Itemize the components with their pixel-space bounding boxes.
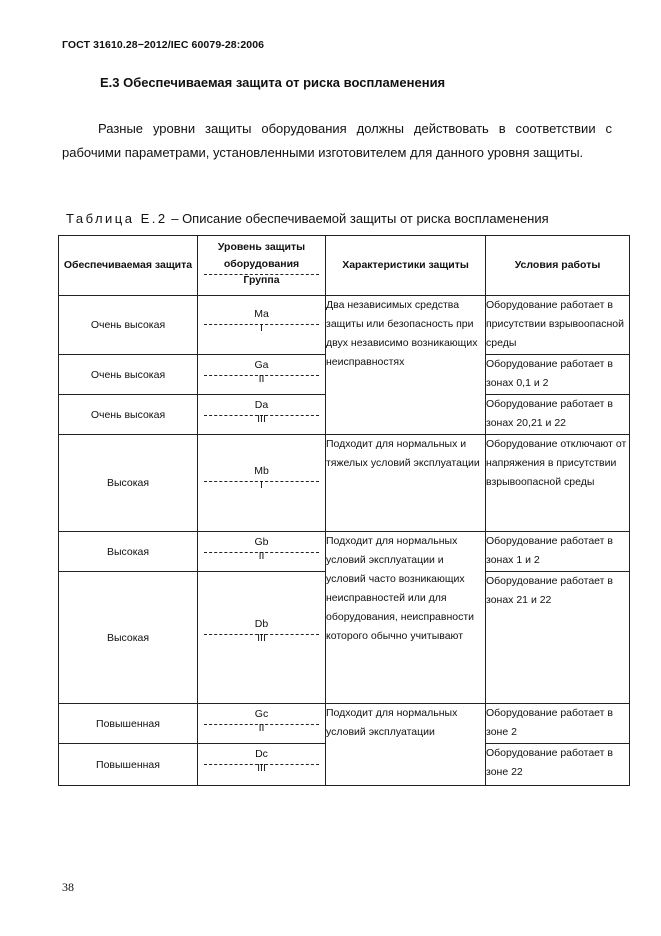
characteristics-cell: Подходит для нормальных условий эксплуатации (326, 704, 486, 786)
level-cell (198, 704, 326, 744)
header-conditions: Условия работы (486, 236, 630, 296)
characteristics-cell: Подходит для нормальных условий эксплуатации и условий часто возникающих неисправностей или для оборудования, неисправности которого обычно учитывают (326, 532, 486, 704)
condition-cell: Оборудование отключают от напряжения в присутствии взрывоопасной среды (486, 435, 630, 532)
group-code: II (258, 722, 265, 734)
protection-cell: Повышенная (59, 744, 198, 786)
table-caption-text: – Описание обеспечиваемой защиты от риска воспламенения (167, 211, 549, 226)
level-code: Gb (254, 536, 269, 548)
header-level-text: Уровень защиты оборудования (217, 240, 306, 270)
protection-cell: Очень высокая (59, 355, 198, 395)
level-cell (198, 395, 326, 435)
protection-cell: Повышенная (59, 704, 198, 744)
group-code: II (258, 550, 265, 562)
group-code: II (258, 373, 265, 385)
header-group: Группа (243, 273, 280, 286)
section-title: Е.3 Обеспечиваемая защита от риска воспламенения (100, 75, 446, 90)
protection-cell: Высокая (59, 532, 198, 572)
table-row (59, 435, 630, 532)
level-code: Db (254, 618, 269, 630)
protection-cell: Высокая (59, 435, 198, 532)
protection-cell: Очень высокая (59, 395, 198, 435)
group-code: I (260, 322, 263, 334)
level-code: Gc (254, 708, 269, 720)
table-row (59, 296, 630, 355)
level-code: Mb (254, 465, 269, 477)
group-code: III (257, 413, 266, 425)
group-code: III (257, 762, 266, 774)
condition-cell: Оборудование работает в зонах 21 и 22 (486, 572, 630, 704)
table-caption-label: Таблица Е.2 (66, 211, 168, 226)
condition-cell: Оборудование работает в зоне 22 (486, 744, 630, 786)
level-cell (198, 572, 326, 704)
level-cell (198, 532, 326, 572)
table-header-row (59, 236, 630, 296)
protection-cell: Высокая (59, 572, 198, 704)
characteristics-cell: Подходит для нормальных и тяжелых условий эксплуатации (326, 435, 486, 532)
level-cell (198, 355, 326, 395)
characteristics-cell: Два независимых средства защиты или безопасность при двух независимо возникающих неисправностях (326, 296, 486, 435)
protection-table (58, 235, 630, 786)
header-protection: Обеспечиваемая защита (59, 236, 198, 296)
page-number: 38 (62, 880, 74, 894)
table-row (59, 532, 630, 572)
condition-cell: Оборудование работает в присутствии взрывоопасной среды (486, 296, 630, 355)
level-cell (198, 744, 326, 786)
group-code: I (260, 479, 263, 491)
condition-cell: Оборудование работает в зоне 2 (486, 704, 630, 744)
protection-cell: Очень высокая (59, 296, 198, 355)
level-cell (198, 296, 326, 355)
condition-cell: Оборудование работает в зонах 20,21 и 22 (486, 395, 630, 435)
level-code: Dc (255, 748, 268, 760)
level-code: Ga (254, 359, 269, 371)
condition-cell: Оборудование работает в зонах 0,1 и 2 (486, 355, 630, 395)
body-paragraph (62, 117, 612, 165)
body-paragraph-text: Разные уровни защиты оборудования должны действовать в соответствии с рабочими параметрами, установленными изготовителем для данного уровня защиты. (62, 121, 612, 160)
level-code: Da (254, 399, 269, 411)
table-caption (66, 211, 549, 226)
level-code: Ma (254, 308, 269, 320)
group-code: III (257, 632, 266, 644)
condition-cell: Оборудование работает в зонах 1 и 2 (486, 532, 630, 572)
header-level (198, 236, 326, 296)
header-characteristics: Характеристики защиты (326, 236, 486, 296)
table-row (59, 704, 630, 744)
document-header: ГОСТ 31610.28−2012/IEC 60079-28:2006 (62, 39, 265, 51)
level-cell (198, 435, 326, 532)
